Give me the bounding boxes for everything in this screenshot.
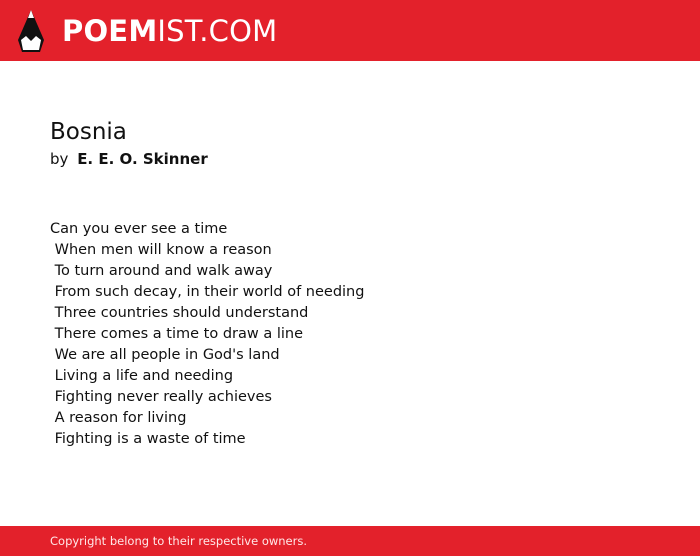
poem-line: Three countries should understand xyxy=(50,305,309,321)
pencil-icon xyxy=(18,10,44,52)
poem-line: Fighting is a waste of time xyxy=(50,431,246,447)
poem-body xyxy=(50,219,364,450)
poem-line: Living a life and needing xyxy=(50,368,234,384)
poem-line: From such decay, in their world of needing xyxy=(50,284,365,300)
poem-title: Bosnia xyxy=(50,119,127,145)
author-link[interactable]: E. E. O. Skinner xyxy=(77,150,208,168)
site-footer xyxy=(0,526,700,556)
poem-line: We are all people in God's land xyxy=(50,347,280,363)
poem-line: Fighting never really achieves xyxy=(50,389,272,405)
poem-line: There comes a time to draw a line xyxy=(50,326,304,342)
logo-bold-part: POEM xyxy=(62,14,158,48)
poem-line: A reason for living xyxy=(50,410,187,426)
site-logo-text xyxy=(62,13,277,49)
site-header xyxy=(0,0,700,61)
logo-light-part: IST.COM xyxy=(157,14,278,48)
poem-line: To turn around and walk away xyxy=(50,263,273,279)
copyright-notice: Copyright belong to their respective owners. xyxy=(50,534,308,548)
poem-container xyxy=(50,118,670,447)
poem-line: Can you ever see a time xyxy=(50,221,228,237)
by-label: by xyxy=(50,150,69,168)
poem-line: When men will know a reason xyxy=(50,242,272,258)
poem-byline xyxy=(50,149,670,169)
